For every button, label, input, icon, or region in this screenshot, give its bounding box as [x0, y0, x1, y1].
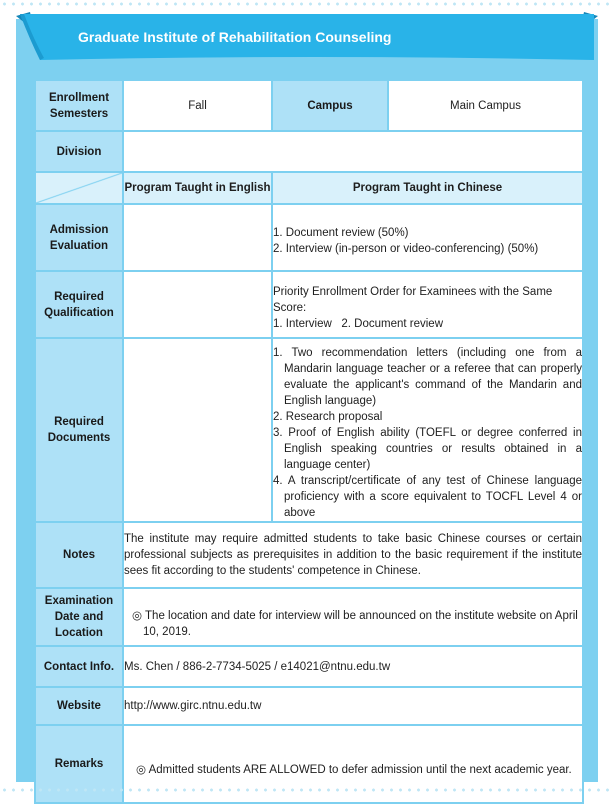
table-row-exam [35, 588, 583, 646]
dotted-border-bottom [0, 787, 612, 793]
campus-value: Main Campus [388, 80, 583, 131]
dotted-border-top [0, 1, 612, 7]
campus-label: Campus [272, 80, 388, 131]
priority-order-text: Priority Enrollment Order for Examinees with the Same Score: [273, 285, 553, 314]
table-row-website [35, 687, 583, 725]
qualification-chinese-value [272, 271, 583, 338]
enrollment-semesters-label: Enrollment Semesters [35, 80, 123, 131]
required-documents-label: Required Documents [35, 338, 123, 522]
list-item: 1. Two recommendation letters (including one from a Mandarin language teacher or a referee that can properly evaluate the applicant's command of the Mandarin and English language) [273, 347, 582, 407]
remarks-value: ◎ Admitted students ARE ALLOWED to defer admission until the next academic year. [123, 725, 583, 803]
table-row-qualification [35, 271, 583, 338]
table-row-column-headers [35, 172, 583, 204]
table-row-division [35, 131, 583, 172]
table-row-contact [35, 646, 583, 687]
title-banner [10, 10, 604, 62]
chinese-program-header: Program Taught in Chinese [272, 172, 583, 204]
list-item: 1. Document review (50%) [273, 226, 409, 239]
enrollment-semesters-value: Fall [123, 80, 272, 131]
contact-info-value: Ms. Chen / 886-2-7734-5025 / e14021@ntnu.edu.tw [123, 646, 583, 687]
table-row-enrollment [35, 80, 583, 131]
diagonal-corner-cell [35, 172, 123, 204]
table-row-documents [35, 338, 583, 522]
list-item: 2. Research proposal [273, 411, 383, 423]
english-program-header: Program Taught in English [123, 172, 272, 204]
exam-date-location-value: ◎ The location and date for interview will be announced on the institute website on April 10, 2019. [123, 588, 583, 646]
admission-evaluation-label: Admission Evaluation [35, 204, 123, 271]
list-item: 3. Proof of English ability (TOEFL or degree conferred in English speaking countries or results obtained in a language center) [273, 427, 582, 471]
page-title: Graduate Institute of Rehabilitation Counseling [78, 29, 392, 45]
division-label: Division [35, 131, 123, 172]
documents-english-value [123, 338, 272, 522]
exam-date-location-label: Examination Date and Location [35, 588, 123, 646]
priority-order-items: 1. Interview 2. Document review [273, 317, 444, 330]
admission-english-value [123, 204, 272, 271]
admission-chinese-value [272, 204, 583, 271]
program-info-table [34, 79, 584, 804]
list-item: 2. Interview (in-person or video-conferencing) (50%) [273, 242, 539, 255]
website-label: Website [35, 687, 123, 725]
qualification-english-value [123, 271, 272, 338]
website-link[interactable]: http://www.girc.ntnu.edu.tw [123, 687, 583, 725]
table-row-notes [35, 522, 583, 588]
documents-chinese-value [272, 338, 583, 522]
table-row-admission [35, 204, 583, 271]
list-item: 4. A transcript/certificate of any test of Chinese language proficiency with a score equivalent to TOCFL Level 4 or above [273, 475, 582, 519]
required-qualification-label: Required Qualification [35, 271, 123, 338]
contact-info-label: Contact Info. [35, 646, 123, 687]
remarks-label: Remarks [35, 725, 123, 803]
division-value [123, 131, 583, 172]
notes-label: Notes [35, 522, 123, 588]
notes-value: The institute may require admitted students to take basic Chinese courses or certain professional subjects as prerequisites in addition to the basic requirement if the institute sees fit according to the students' competence in Chinese. [123, 522, 583, 588]
